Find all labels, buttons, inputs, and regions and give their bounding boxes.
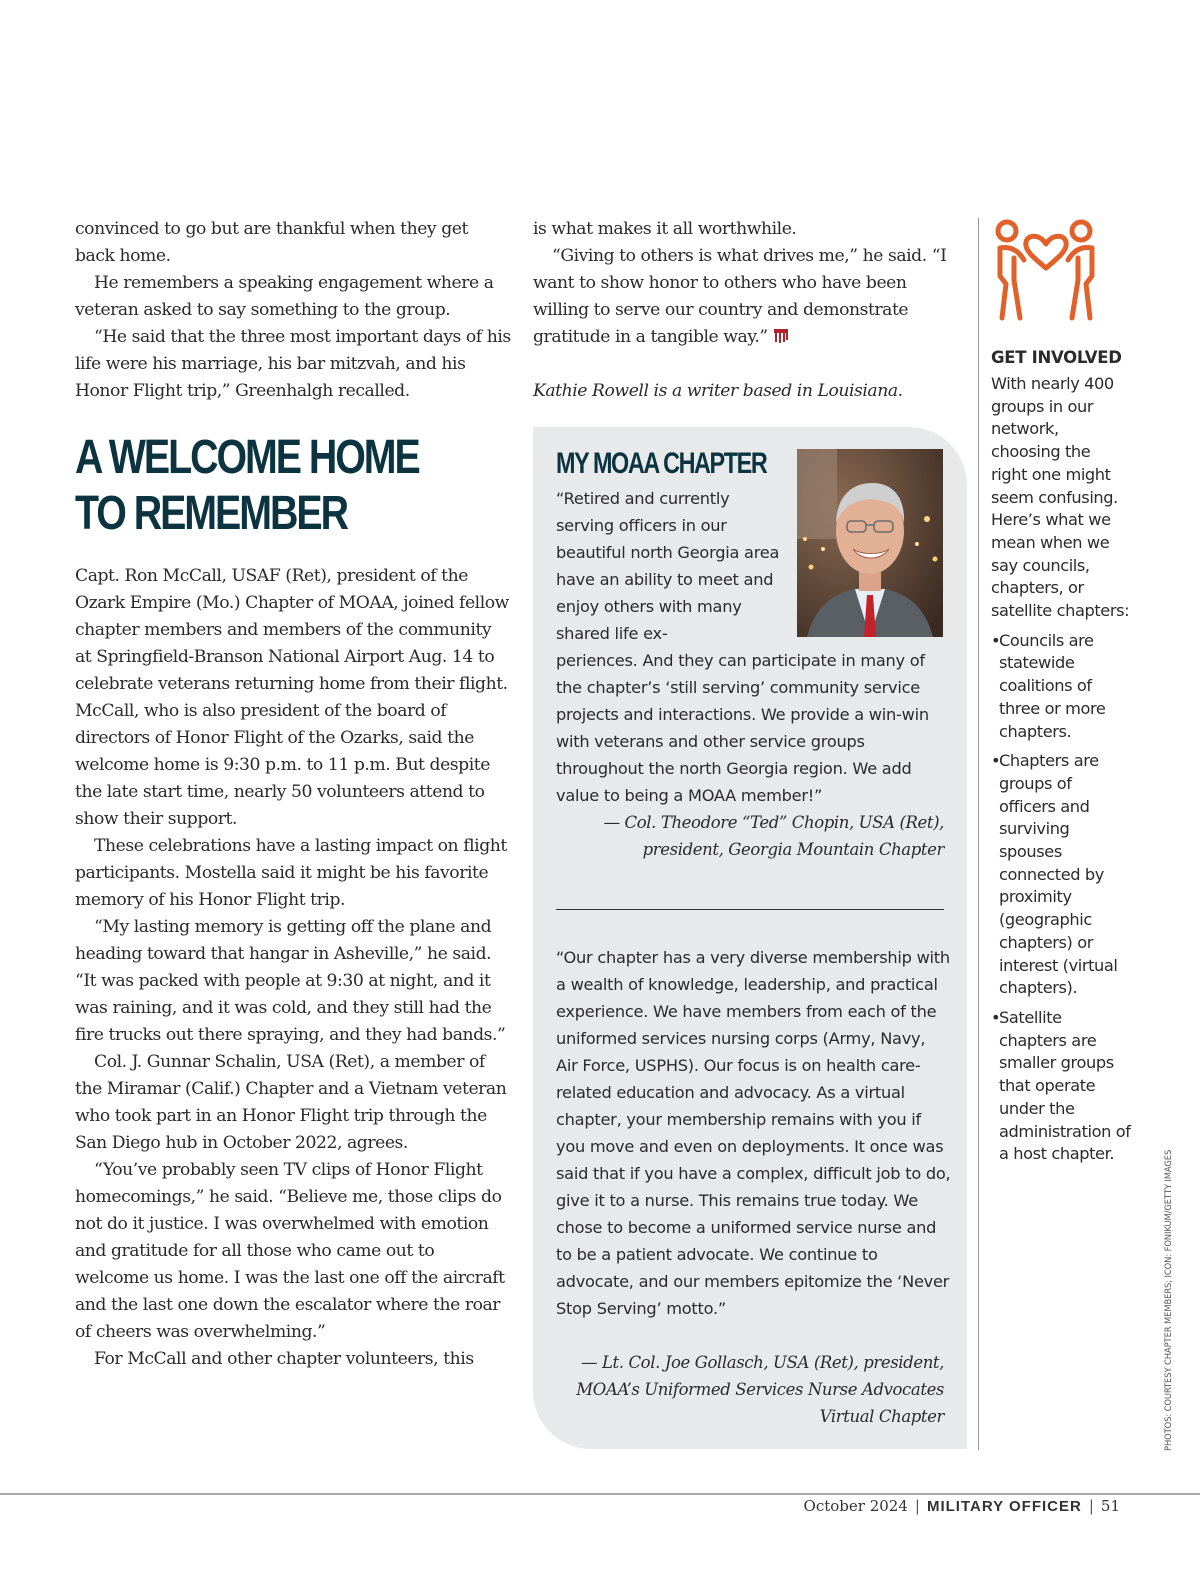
magazine-name: MILITARY OFFICER: [926, 1498, 1082, 1515]
paragraph: Col. J. Gunnar Schalin, USA (Ret), a member of the Miramar (Calif.) Chapter and a Vietnam veteran who took part in an Honor Flight trip through the San Diego hub in October 2022, agrees.: [75, 1052, 507, 1153]
photo-credit: PHOTOS: COURTESY CHAPTER MEMBERS; ICON: FONIKUM/GETTY IMAGES: [1163, 1149, 1173, 1451]
box-title: MY MOAA CHAPTER: [556, 447, 767, 480]
paragraph: These celebrations have a lasting impact on flight participants. Mostella said it might be his favorite memory of his Honor Flight trip.: [75, 836, 507, 910]
column-rule: [978, 218, 979, 1450]
headline-line-2: TO REMEMBER: [75, 487, 347, 540]
attribution-line: — Col. Theodore “Ted” Chopin, USA (Ret),: [603, 813, 944, 832]
attribution-line: — Lt. Col. Joe Gollasch, USA (Ret), president,: [581, 1353, 944, 1372]
page-footer: [804, 1497, 1120, 1515]
my-moaa-chapter-box: [533, 427, 967, 1449]
paragraph: “My lasting memory is getting off the plane and heading toward that hangar in Asheville,” he said. “It was packed with people at 9:30 at night, and it was raining, and it was cold, and they still had the fire trucks out there spraying, and they had bands.”: [75, 917, 506, 1045]
chapter-quote-1: [556, 485, 951, 809]
divider: [556, 909, 944, 910]
get-involved-sidebar: [991, 346, 1131, 1166]
author-byline: Kathie Rowell is a writer based in Louisiana.: [533, 381, 903, 401]
paragraph: “You’ve probably seen TV clips of Honor Flight homecomings,” he said. “Believe me, those clips do not do it justice. I was overwhelmed with emotion and gratitude for all those who came out to welcome us home. I was the last one off the aircraft and the last one down the escalator where the roar of cheers was overwhelming.”: [75, 1160, 505, 1342]
list-item: • Satellite chapters are smaller groups that operate under the administration of a host chapter.: [991, 1007, 1131, 1166]
left-column: [75, 216, 511, 1373]
quote-text: periences. And they can participate in many of the chapter’s ‘still serving’ community service projects and interactions. We provide a win-win with veterans and other service groups throughout the north Georgia region. We add value to being a MOAA member!”: [556, 651, 929, 805]
section-headline: [75, 430, 419, 542]
quote-text: “Our chapter has a very diverse membership with a wealth of knowledge, leadership, and practical experience. We have members from each of the uniformed services nursing corps (Army, Navy, Air Force, USPHS). Our focus is on health care-related education and advocacy. As a virtual chapter, your membership remains with you if you move and even on deployments. It once was said that if you have a complex, difficult job to do, give it to a nurse. This remains true today. We chose to become a uniformed service nurse and to be a patient advocate. We continue to advocate, and our members epitomize the ‘Never Stop Serving’ motto.”: [556, 948, 951, 1318]
quote-text: “Retired and currently serving officers in our beautiful north Georgia area have an ability to meet and enjoy others with many shared life ex-: [556, 489, 780, 643]
page-number: 51: [1100, 1497, 1120, 1515]
footer-separator: |: [914, 1497, 920, 1515]
sidebar-intro: With nearly 400 groups in our network, choosing the right one might seem confusing. Here’s what we mean when we say councils, chapters, or satellite chapters:: [991, 374, 1130, 621]
attribution-line: Virtual Chapter: [819, 1407, 944, 1426]
footer-separator: |: [1088, 1497, 1094, 1515]
paragraph: is what makes it all worthwhile.: [533, 219, 797, 239]
people-heart-icon: [990, 218, 1102, 324]
paragraph: “He said that the three most important days of his life were his marriage, his bar mitzvah, and his Honor Flight trip,” Greenhalgh recalled.: [75, 327, 511, 401]
chapter-quote-2: [556, 944, 951, 1322]
headline-line-1: A WELCOME HOME: [75, 431, 419, 484]
attribution-line: president, Georgia Mountain Chapter: [642, 840, 944, 859]
middle-column: [533, 216, 963, 405]
quote-attribution: [556, 809, 944, 863]
paragraph: He remembers a speaking engagement where a veteran asked to say something to the group.: [75, 273, 494, 320]
bullet-list: [991, 630, 1131, 1166]
attribution-line: MOAA’s Uniformed Services Nurse Advocates: [576, 1380, 944, 1399]
quote-attribution: [556, 1349, 944, 1430]
list-item: • Councils are statewide coalitions of three or more chapters.: [991, 630, 1131, 744]
paragraph: Capt. Ron McCall, USAF (Ret), president of the Ozark Empire (Mo.) Chapter of MOAA, joined fellow chapter members and members of the community at Springfield-Branson National Airport Aug. 14 to celebrate veterans returning home from their flight. McCall, who is also president of the board of directors of Honor Flight of the Ozarks, said the welcome home is 9:30 p.m. to 11 p.m. But despite the late start time, nearly 50 volunteers attend to show their support.: [75, 566, 509, 829]
flag-end-mark-icon: [774, 329, 788, 343]
paragraph: For McCall and other chapter volunteers, this: [94, 1349, 474, 1369]
paragraph-text: “Giving to others is what drives me,” he said. “I want to show honor to others who have been willing to serve our country and demonstrate gratitude in a tangible way.”: [533, 246, 947, 347]
sidebar-title: GET INVOLVED: [991, 348, 1122, 367]
footer-rule: [0, 1493, 1200, 1495]
issue-date: October 2024: [803, 1497, 908, 1515]
paragraph: convinced to go but are thankful when they get back home.: [75, 219, 468, 266]
paragraph: [533, 243, 963, 351]
list-item: • Chapters are groups of officers and surviving spouses connected by proximity (geographic chapters) or interest (virtual chapters).: [991, 750, 1131, 1000]
